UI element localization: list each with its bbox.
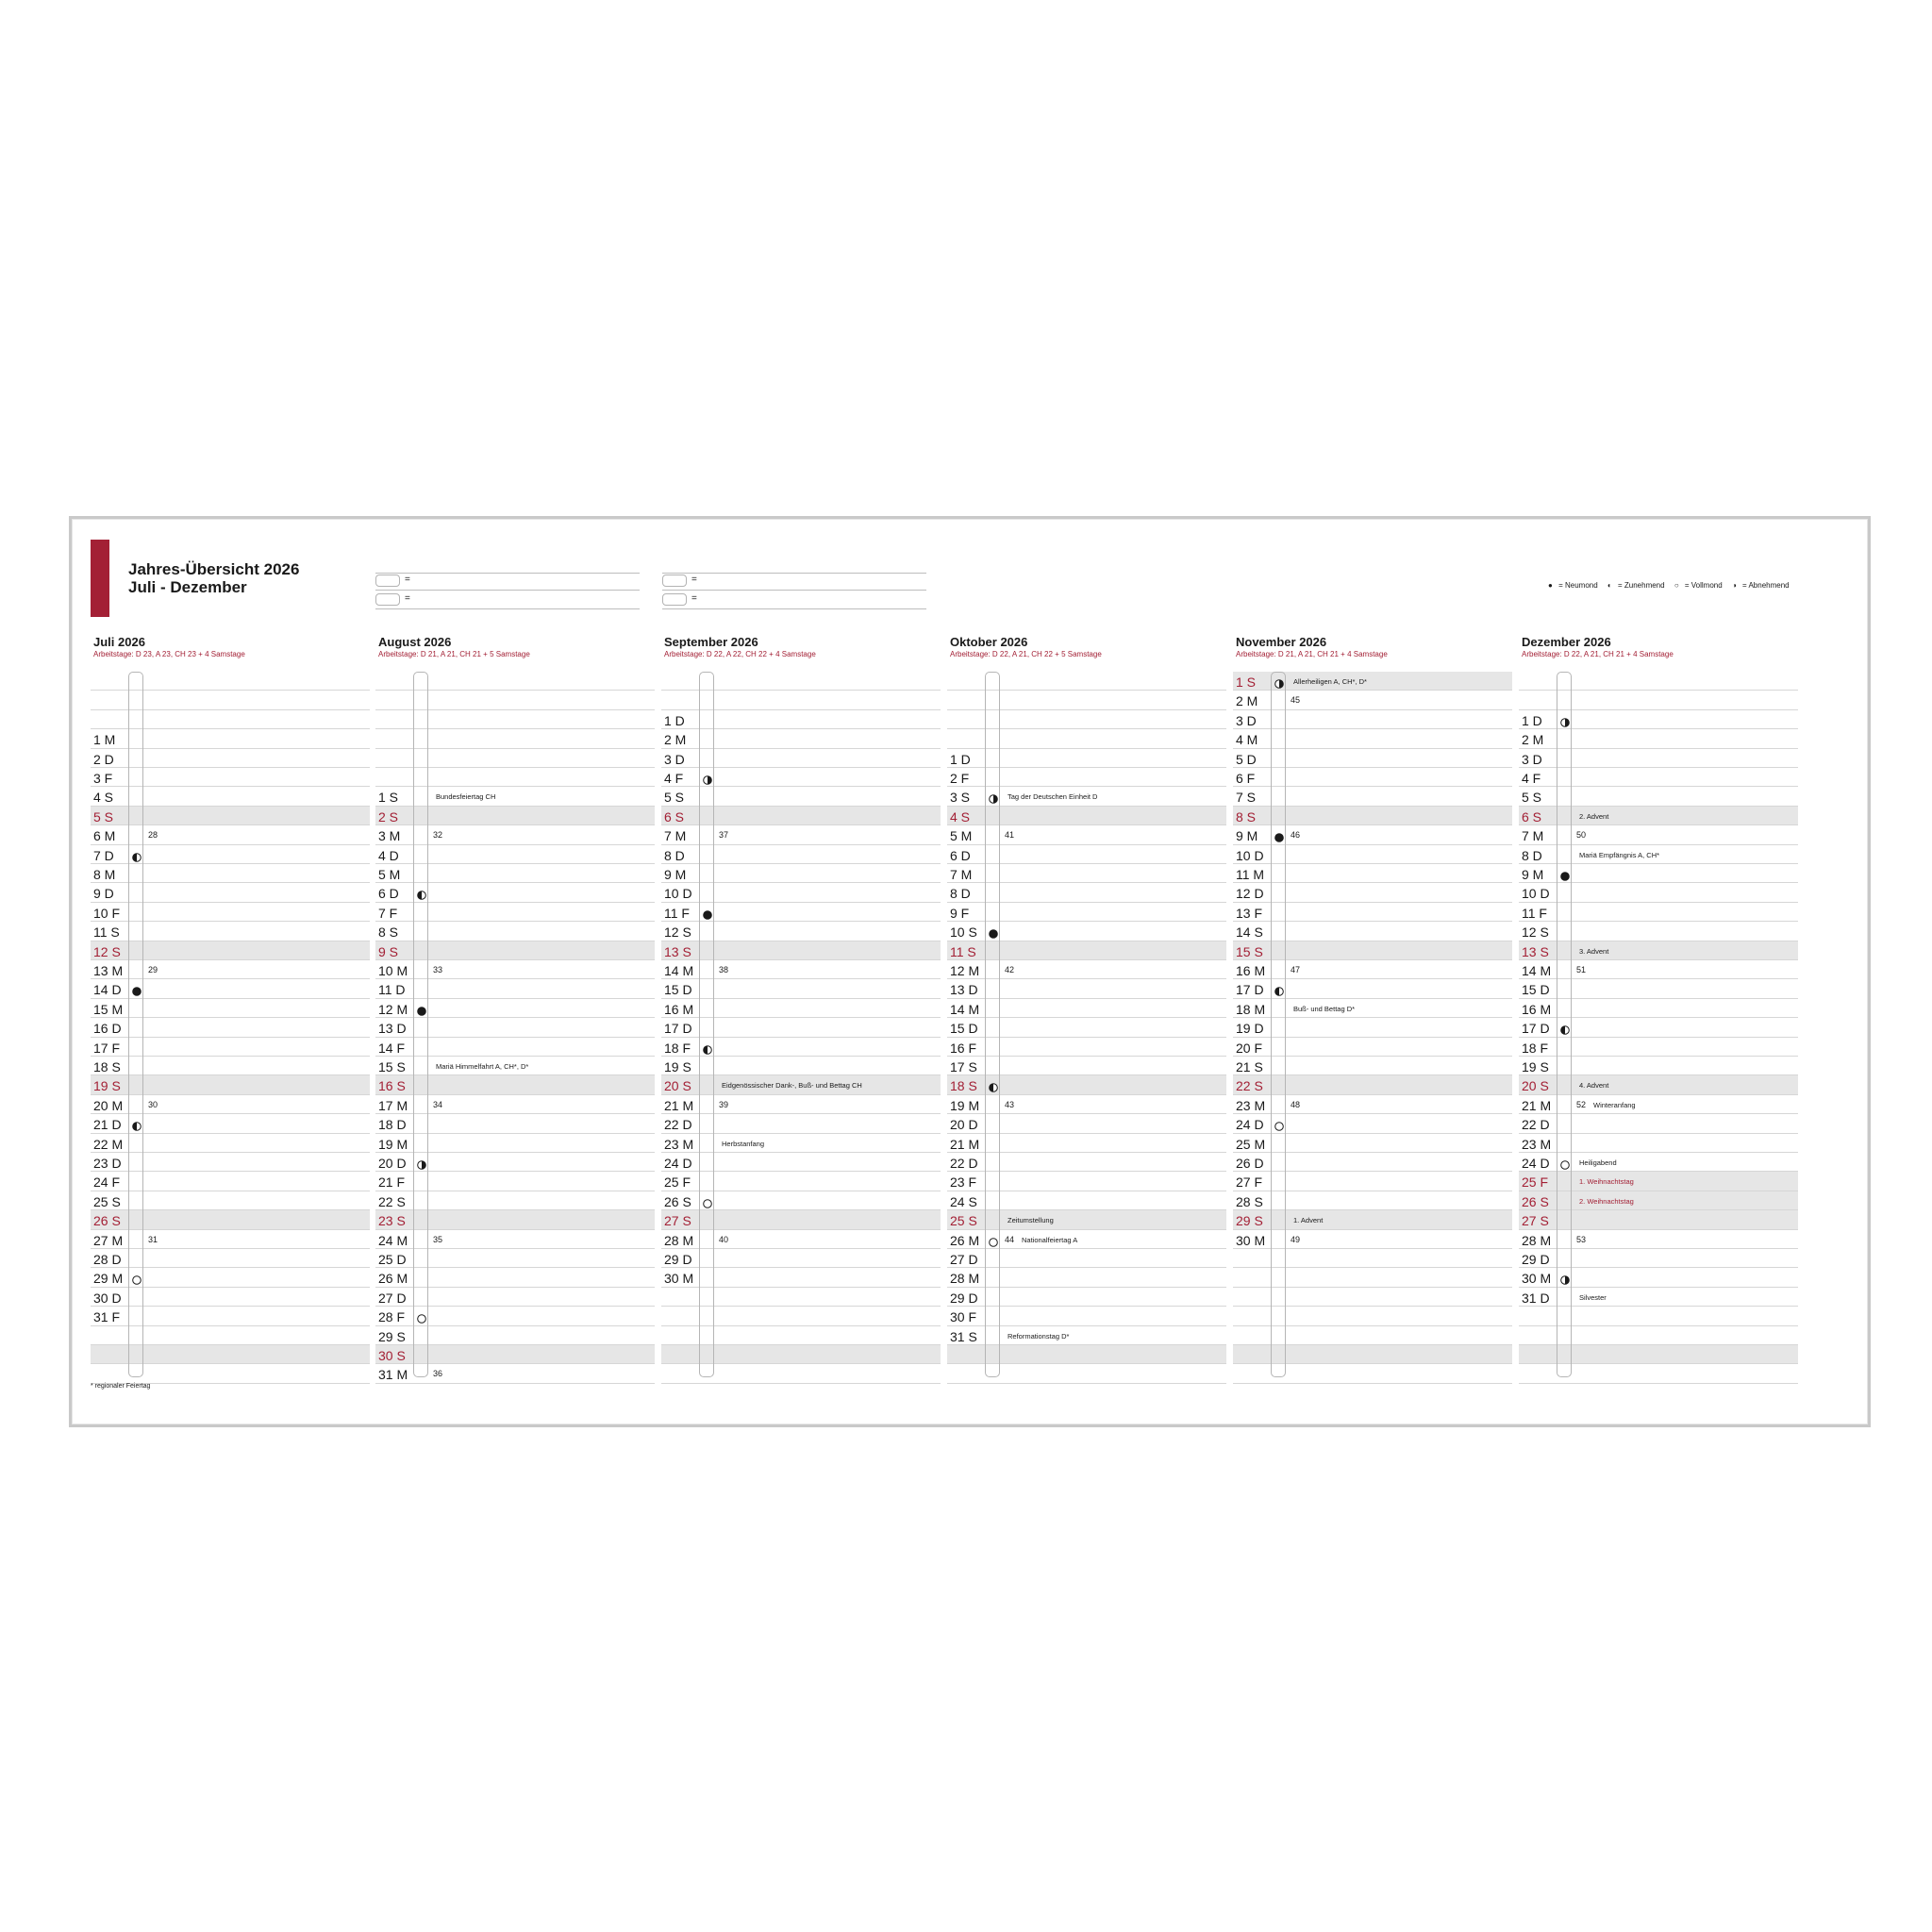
day-label: 16 S	[378, 1078, 406, 1094]
day-label: 21 D	[93, 1117, 122, 1133]
day-label: 13 D	[378, 1021, 407, 1037]
day-label: 12 S	[93, 943, 121, 959]
day-label: 6 F	[1236, 771, 1256, 786]
day-label: 19 M	[950, 1097, 980, 1113]
day-label: 8 S	[378, 924, 399, 941]
day-label: 11 S	[93, 924, 120, 941]
week-number: 46	[1291, 830, 1301, 841]
day-label: 22 S	[378, 1193, 406, 1209]
day-label: 18 D	[378, 1117, 407, 1133]
week-number: 42	[1005, 965, 1015, 974]
day-label: 9 S	[378, 943, 399, 959]
day-label: 13 D	[950, 982, 978, 998]
day-label: 3 D	[1522, 751, 1542, 767]
day-note: 4. Advent	[1579, 1081, 1609, 1091]
week-number: 29	[148, 965, 158, 974]
day-label: 17 F	[93, 1040, 121, 1056]
day-label: 18 S	[950, 1078, 977, 1094]
week-number: 45	[1291, 695, 1301, 706]
day-note: Tag der Deutschen Einheit D	[1008, 792, 1098, 802]
day-label: 14 F	[378, 1040, 406, 1056]
week-number: 44	[1005, 1234, 1015, 1244]
month-title: August 2026	[378, 635, 452, 649]
day-label: 2 F	[950, 771, 970, 786]
day-label: 22 M	[93, 1136, 124, 1152]
day-label: 11 D	[378, 982, 406, 998]
day-label: 22 D	[950, 1156, 978, 1171]
day-label: 5 D	[1236, 751, 1257, 767]
month-workdays: Arbeitstage: D 22, A 21, CH 22 + 5 Samstage	[950, 650, 1102, 658]
day-label: 8 D	[950, 886, 971, 902]
day-label: 13 S	[664, 943, 691, 959]
day-label: 8 D	[1522, 847, 1542, 863]
week-number: 53	[1576, 1234, 1587, 1244]
day-label: 29 D	[664, 1252, 692, 1267]
day-note: Eidgenössischer Dank-, Buß- und Bettag CH	[722, 1081, 862, 1091]
month-workdays: Arbeitstage: D 22, A 22, CH 22 + 4 Samstage	[664, 650, 816, 658]
day-label: 11 F	[664, 905, 690, 921]
day-label: 13 S	[1522, 943, 1549, 959]
day-label: 27 S	[1522, 1213, 1549, 1229]
day-label: 5 S	[93, 808, 114, 824]
day-label: 4 F	[1522, 771, 1541, 786]
day-label: 22 D	[664, 1117, 692, 1133]
day-label: 4 S	[950, 808, 971, 824]
day-label: 23 M	[664, 1136, 694, 1152]
day-label: 15 S	[1236, 943, 1263, 959]
day-label: 21 M	[950, 1136, 980, 1152]
note-equals: =	[691, 575, 697, 585]
day-label: 19 S	[664, 1059, 691, 1074]
week-number: 37	[719, 830, 729, 841]
day-label: 1 S	[378, 790, 399, 806]
day-label: 16 D	[93, 1021, 122, 1037]
day-label: 24 F	[93, 1174, 121, 1191]
day-label: 13 M	[93, 963, 124, 978]
day-label: 30 S	[378, 1348, 406, 1363]
day-label: 10 D	[664, 886, 692, 902]
day-label: 9 M	[1236, 828, 1258, 844]
day-label: 11 F	[1522, 905, 1547, 921]
day-label: 12 M	[378, 1001, 408, 1017]
day-label: 4 S	[93, 790, 114, 806]
day-label: 29 M	[93, 1271, 124, 1287]
day-label: 16 F	[950, 1040, 977, 1056]
moon-column-outline	[128, 672, 143, 1377]
week-number: 32	[433, 830, 443, 841]
day-label: 16 M	[1522, 1001, 1552, 1017]
day-label: 23 M	[1236, 1097, 1266, 1113]
day-label: 1 D	[664, 712, 685, 728]
day-label: 1 S	[1236, 675, 1257, 690]
day-label: 10 S	[950, 924, 977, 941]
day-label: 17 D	[1236, 982, 1264, 998]
day-label: 6 D	[950, 847, 971, 863]
day-label: 14 M	[950, 1001, 980, 1017]
day-label: 3 F	[93, 771, 113, 786]
day-label: 24 D	[1522, 1156, 1550, 1171]
week-number: 48	[1291, 1099, 1301, 1109]
week-number: 30	[148, 1099, 158, 1109]
month-title: September 2026	[664, 635, 758, 649]
day-label: 28 F	[378, 1309, 406, 1325]
day-label: 12 D	[1236, 886, 1264, 902]
day-label: 25 F	[664, 1174, 691, 1191]
day-note: Bundesfeiertag CH	[436, 792, 496, 802]
day-label: 19 D	[1236, 1021, 1264, 1037]
day-label: 30 M	[1236, 1232, 1266, 1248]
day-label: 7 F	[378, 905, 398, 921]
moon-column-outline	[1271, 672, 1286, 1377]
day-label: 6 D	[378, 886, 399, 902]
week-number: 34	[433, 1099, 443, 1109]
day-label: 3 M	[378, 828, 401, 844]
day-label: 29 S	[1236, 1213, 1263, 1229]
day-note: 1. Advent	[1293, 1216, 1324, 1225]
day-label: 11 S	[950, 943, 976, 959]
day-label: 26 M	[950, 1232, 980, 1248]
day-label: 17 D	[664, 1021, 692, 1037]
day-label: 8 D	[664, 847, 685, 863]
week-number: 49	[1291, 1234, 1301, 1244]
day-label: 2 D	[93, 751, 114, 767]
day-label: 30 M	[664, 1271, 694, 1287]
day-label: 27 S	[664, 1213, 691, 1229]
day-label: 20 M	[93, 1097, 124, 1113]
day-label: 22 S	[1236, 1078, 1263, 1094]
moon-column-outline	[413, 672, 428, 1377]
day-label: 18 F	[1522, 1040, 1549, 1056]
week-number: 36	[433, 1369, 443, 1379]
day-label: 28 S	[1236, 1193, 1263, 1209]
day-label: 8 S	[1236, 808, 1257, 824]
day-label: 17 D	[1522, 1021, 1550, 1037]
month-column	[375, 519, 655, 1424]
day-label: 20 S	[1522, 1078, 1549, 1094]
day-note: Winteranfang	[1593, 1100, 1636, 1109]
day-label: 27 D	[950, 1252, 978, 1267]
day-note: Mariä Empfängnis A, CH*	[1579, 850, 1660, 859]
day-label: 23 S	[378, 1213, 406, 1229]
day-note: 2. Weihnachtstag	[1579, 1196, 1634, 1206]
day-label: 25 D	[378, 1252, 407, 1267]
day-label: 24 M	[378, 1232, 408, 1248]
day-label: 5 M	[950, 828, 973, 844]
month-workdays: Arbeitstage: D 21, A 21, CH 21 + 5 Samstage	[378, 650, 530, 658]
day-label: 24 S	[950, 1193, 977, 1209]
day-label: 1 D	[950, 751, 971, 767]
day-label: 28 M	[1522, 1232, 1552, 1248]
day-label: 4 F	[664, 771, 684, 786]
day-label: 14 D	[93, 982, 122, 998]
day-label: 31 F	[93, 1309, 121, 1325]
note-equals: =	[405, 593, 410, 604]
day-label: 5 S	[664, 790, 685, 806]
day-label: 27 M	[93, 1232, 124, 1248]
day-label: 27 D	[378, 1290, 407, 1306]
day-note: Heiligabend	[1579, 1158, 1617, 1167]
week-number: 40	[719, 1234, 729, 1244]
month-title: November 2026	[1236, 635, 1327, 649]
day-label: 28 M	[664, 1232, 694, 1248]
day-label: 31 S	[950, 1328, 977, 1344]
day-label: 17 S	[950, 1059, 977, 1074]
month-title: Dezember 2026	[1522, 635, 1611, 649]
day-label: 21 S	[1236, 1059, 1263, 1074]
month-column	[1519, 519, 1798, 1424]
moon-column-outline	[699, 672, 714, 1377]
day-label: 9 M	[1522, 867, 1544, 882]
day-label: 10 F	[93, 905, 121, 921]
day-label: 2 M	[664, 732, 687, 748]
day-label: 27 F	[1236, 1174, 1263, 1191]
waxing-moon-icon: ◐	[1607, 581, 1612, 590]
month-workdays: Arbeitstage: D 22, A 21, CH 21 + 4 Samstage	[1522, 650, 1674, 658]
day-label: 24 D	[664, 1156, 692, 1171]
month-title: Oktober 2026	[950, 635, 1028, 649]
legend-waxing: ◐ = Zunehmend	[1607, 581, 1665, 590]
month-workdays: Arbeitstage: D 23, A 23, CH 23 + 4 Samstage	[93, 650, 245, 658]
day-label: 25 S	[93, 1193, 121, 1209]
footnote: * regionaler Feiertag	[91, 1383, 151, 1390]
day-label: 26 S	[664, 1193, 691, 1209]
month-column	[661, 519, 941, 1424]
day-label: 15 D	[664, 982, 692, 998]
day-label: 14 M	[664, 963, 694, 978]
week-number: 43	[1005, 1099, 1015, 1109]
day-note: Zeitumstellung	[1008, 1216, 1054, 1225]
month-column	[947, 519, 1226, 1424]
day-note: Herbstanfang	[722, 1139, 765, 1148]
day-label: 8 M	[93, 867, 116, 882]
day-label: 10 D	[1236, 847, 1264, 863]
day-label: 6 M	[93, 828, 116, 844]
day-label: 23 F	[950, 1174, 977, 1191]
day-label: 18 S	[93, 1059, 121, 1074]
day-label: 20 D	[950, 1117, 978, 1133]
day-label: 2 M	[1522, 732, 1544, 748]
day-label: 31 M	[378, 1367, 408, 1383]
day-label: 20 S	[664, 1078, 691, 1094]
week-number: 41	[1005, 830, 1015, 841]
day-label: 30 F	[950, 1309, 977, 1325]
legend-full-moon: ○ = Vollmond	[1674, 581, 1723, 590]
day-label: 9 F	[950, 905, 970, 921]
day-label: 29 D	[950, 1290, 978, 1306]
day-label: 3 D	[1236, 712, 1257, 728]
day-label: 22 D	[1522, 1117, 1550, 1133]
page-subtitle: Juli - Dezember	[128, 578, 247, 596]
day-label: 20 F	[1236, 1040, 1263, 1056]
week-number: 51	[1576, 965, 1587, 974]
week-number: 39	[719, 1099, 729, 1109]
day-label: 16 M	[664, 1001, 694, 1017]
day-label: 26 S	[93, 1213, 121, 1229]
day-label: 2 M	[1236, 693, 1258, 709]
day-label: 23 M	[1522, 1136, 1552, 1152]
week-number: 35	[433, 1234, 443, 1244]
day-label: 7 D	[93, 847, 114, 863]
day-label: 3 S	[950, 790, 971, 806]
day-note: 3. Advent	[1579, 946, 1609, 956]
note-equals: =	[691, 593, 697, 604]
page-title: Jahres-Übersicht 2026	[128, 560, 300, 578]
day-label: 12 M	[950, 963, 980, 978]
day-label: 28 D	[93, 1252, 122, 1267]
week-number: 50	[1576, 830, 1587, 841]
day-label: 15 D	[1522, 982, 1550, 998]
day-label: 17 M	[378, 1097, 408, 1113]
day-label: 5 M	[378, 867, 401, 882]
day-label: 14 M	[1522, 963, 1552, 978]
day-note: Buß- und Bettag D*	[1293, 1004, 1356, 1013]
week-number: 38	[719, 965, 729, 974]
day-label: 20 D	[378, 1156, 407, 1171]
day-label: 26 S	[1522, 1193, 1549, 1209]
calendar-sheet	[69, 516, 1871, 1427]
day-label: 4 D	[378, 847, 399, 863]
day-label: 25 F	[1522, 1174, 1549, 1191]
day-label: 15 M	[93, 1001, 124, 1017]
day-label: 25 S	[950, 1213, 977, 1229]
day-label: 12 S	[1522, 924, 1549, 941]
day-label: 30 D	[93, 1290, 122, 1306]
month-title: Juli 2026	[93, 635, 145, 649]
day-label: 7 M	[664, 828, 687, 844]
day-label: 5 S	[1522, 790, 1542, 806]
day-note: Reformationstag D*	[1008, 1331, 1070, 1341]
day-label: 4 M	[1236, 732, 1258, 748]
day-label: 16 M	[1236, 963, 1266, 978]
day-label: 30 M	[1522, 1271, 1552, 1287]
day-label: 29 S	[378, 1328, 406, 1344]
full-moon-icon: ○	[1674, 581, 1679, 590]
day-label: 19 M	[378, 1136, 408, 1152]
day-label: 6 S	[664, 808, 685, 824]
day-label: 7 S	[1236, 790, 1257, 806]
day-label: 28 M	[950, 1271, 980, 1287]
legend-waning: ◑ = Abnehmend	[1731, 581, 1790, 590]
day-note: Mariä Himmelfahrt A, CH*, D*	[436, 1062, 529, 1071]
day-label: 1 M	[93, 732, 116, 748]
day-label: 1 D	[1522, 712, 1542, 728]
legend-new-moon: ● = Neumond	[1548, 581, 1598, 590]
waning-moon-icon: ◑	[1731, 581, 1737, 590]
day-label: 7 M	[950, 867, 973, 882]
day-label: 3 D	[664, 751, 685, 767]
day-label: 18 M	[1236, 1001, 1266, 1017]
day-note: Silvester	[1579, 1292, 1607, 1302]
day-note: 2. Advent	[1579, 811, 1609, 821]
day-note: 1. Weihnachtstag	[1579, 1177, 1634, 1187]
day-label: 21 F	[378, 1174, 406, 1191]
day-note: Nationalfeiertag A	[1022, 1235, 1078, 1244]
day-label: 13 F	[1236, 905, 1263, 921]
day-label: 23 D	[93, 1156, 122, 1171]
week-number: 28	[148, 830, 158, 841]
day-label: 7 M	[1522, 828, 1544, 844]
day-label: 19 S	[1522, 1059, 1549, 1074]
note-equals: =	[405, 575, 410, 585]
week-number: 47	[1291, 965, 1301, 974]
day-label: 18 F	[664, 1040, 691, 1056]
day-note: Allerheiligen A, CH*, D*	[1293, 677, 1367, 686]
month-column	[91, 519, 370, 1424]
new-moon-icon: ●	[1548, 581, 1553, 590]
day-label: 9 M	[664, 867, 687, 882]
moon-column-outline	[1557, 672, 1572, 1377]
month-column	[1233, 519, 1512, 1424]
day-label: 14 S	[1236, 924, 1263, 941]
day-label: 9 D	[93, 886, 114, 902]
day-label: 12 S	[664, 924, 691, 941]
day-label: 29 D	[1522, 1252, 1550, 1267]
day-label: 21 M	[1522, 1097, 1552, 1113]
day-label: 24 D	[1236, 1117, 1264, 1133]
week-number: 52	[1576, 1099, 1587, 1109]
day-label: 11 M	[1236, 867, 1265, 882]
day-label: 21 M	[664, 1097, 694, 1113]
day-label: 31 D	[1522, 1290, 1550, 1306]
day-label: 6 S	[1522, 808, 1542, 824]
day-label: 10 D	[1522, 886, 1550, 902]
day-label: 15 S	[378, 1059, 406, 1074]
day-label: 25 M	[1236, 1136, 1266, 1152]
month-workdays: Arbeitstage: D 21, A 21, CH 21 + 4 Samstage	[1236, 650, 1388, 658]
day-label: 15 D	[950, 1021, 978, 1037]
day-label: 2 S	[378, 808, 399, 824]
week-number: 31	[148, 1234, 158, 1244]
day-label: 26 M	[378, 1271, 408, 1287]
week-number: 33	[433, 965, 443, 974]
moon-column-outline	[985, 672, 1000, 1377]
day-label: 10 M	[378, 963, 408, 978]
day-label: 26 D	[1236, 1156, 1264, 1171]
day-label: 19 S	[93, 1078, 121, 1094]
